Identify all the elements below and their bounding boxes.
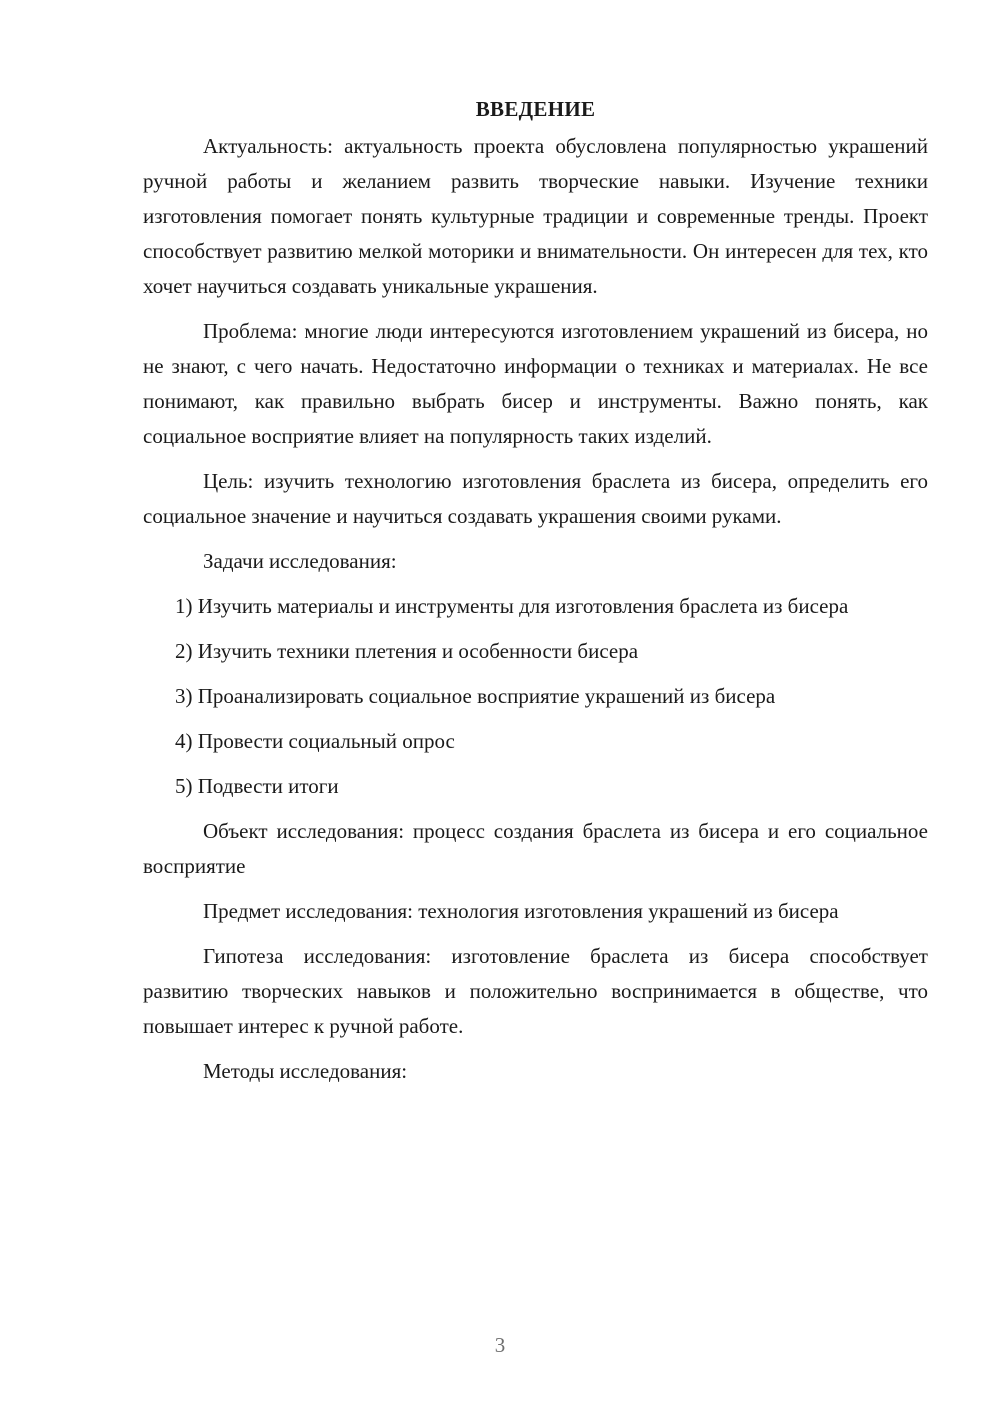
methods-heading: Методы исследования:: [203, 1059, 408, 1083]
task-item-1: 1) Изучить материалы и инструменты для изготовления браслета из бисера: [175, 594, 849, 618]
paragraph-goal: Цель: изучить технологию изготовления браслета из бисера, определить его социальное значение и научиться создавать украшения своими руками.: [143, 469, 928, 528]
page-number: 3: [494, 1333, 506, 1357]
section-title: ВВЕДЕНИЕ: [475, 97, 596, 121]
task-item-5: 5) Подвести итоги: [175, 774, 339, 798]
paragraph-relevance: Актуальность: актуальность проекта обусловлена популярностью украшений ручной работы и желанием развить творческие навыки. Изучение техники изготовления помогает понять культурные традиции и современные тренды. Проект способствует развитию мелкой моторики и внимательности. Он интересен для тех, кто хочет научиться создавать уникальные украшения.: [143, 134, 928, 298]
paragraph-problem: Проблема: многие люди интересуются изготовлением украшений из бисера, но не знают, с чего начать. Недостаточно информации о техниках и материалах. Не все понимают, как правильно выбрать бисер и инструменты. Важно понять, как социальное восприятие влияет на популярность таких изделий.: [143, 319, 928, 448]
document-page: [143, 92, 928, 1099]
paragraph-subject: Предмет исследования: технология изготовления украшений из бисера: [203, 899, 839, 923]
task-item-2: 2) Изучить техники плетения и особенности бисера: [175, 639, 639, 663]
task-item-3: 3) Проанализировать социальное восприятие украшений из бисера: [175, 684, 776, 708]
paragraph-hypothesis: Гипотеза исследования: изготовление браслета из бисера способствует развитию творческих навыков и положительно воспринимается в обществе, что повышает интерес к ручной работе.: [143, 944, 928, 1038]
tasks-heading: Задачи исследования:: [203, 549, 397, 573]
task-item-4: 4) Провести социальный опрос: [175, 729, 455, 753]
paragraph-object: Объект исследования: процесс создания браслета из бисера и его социальное восприятие: [143, 819, 928, 878]
